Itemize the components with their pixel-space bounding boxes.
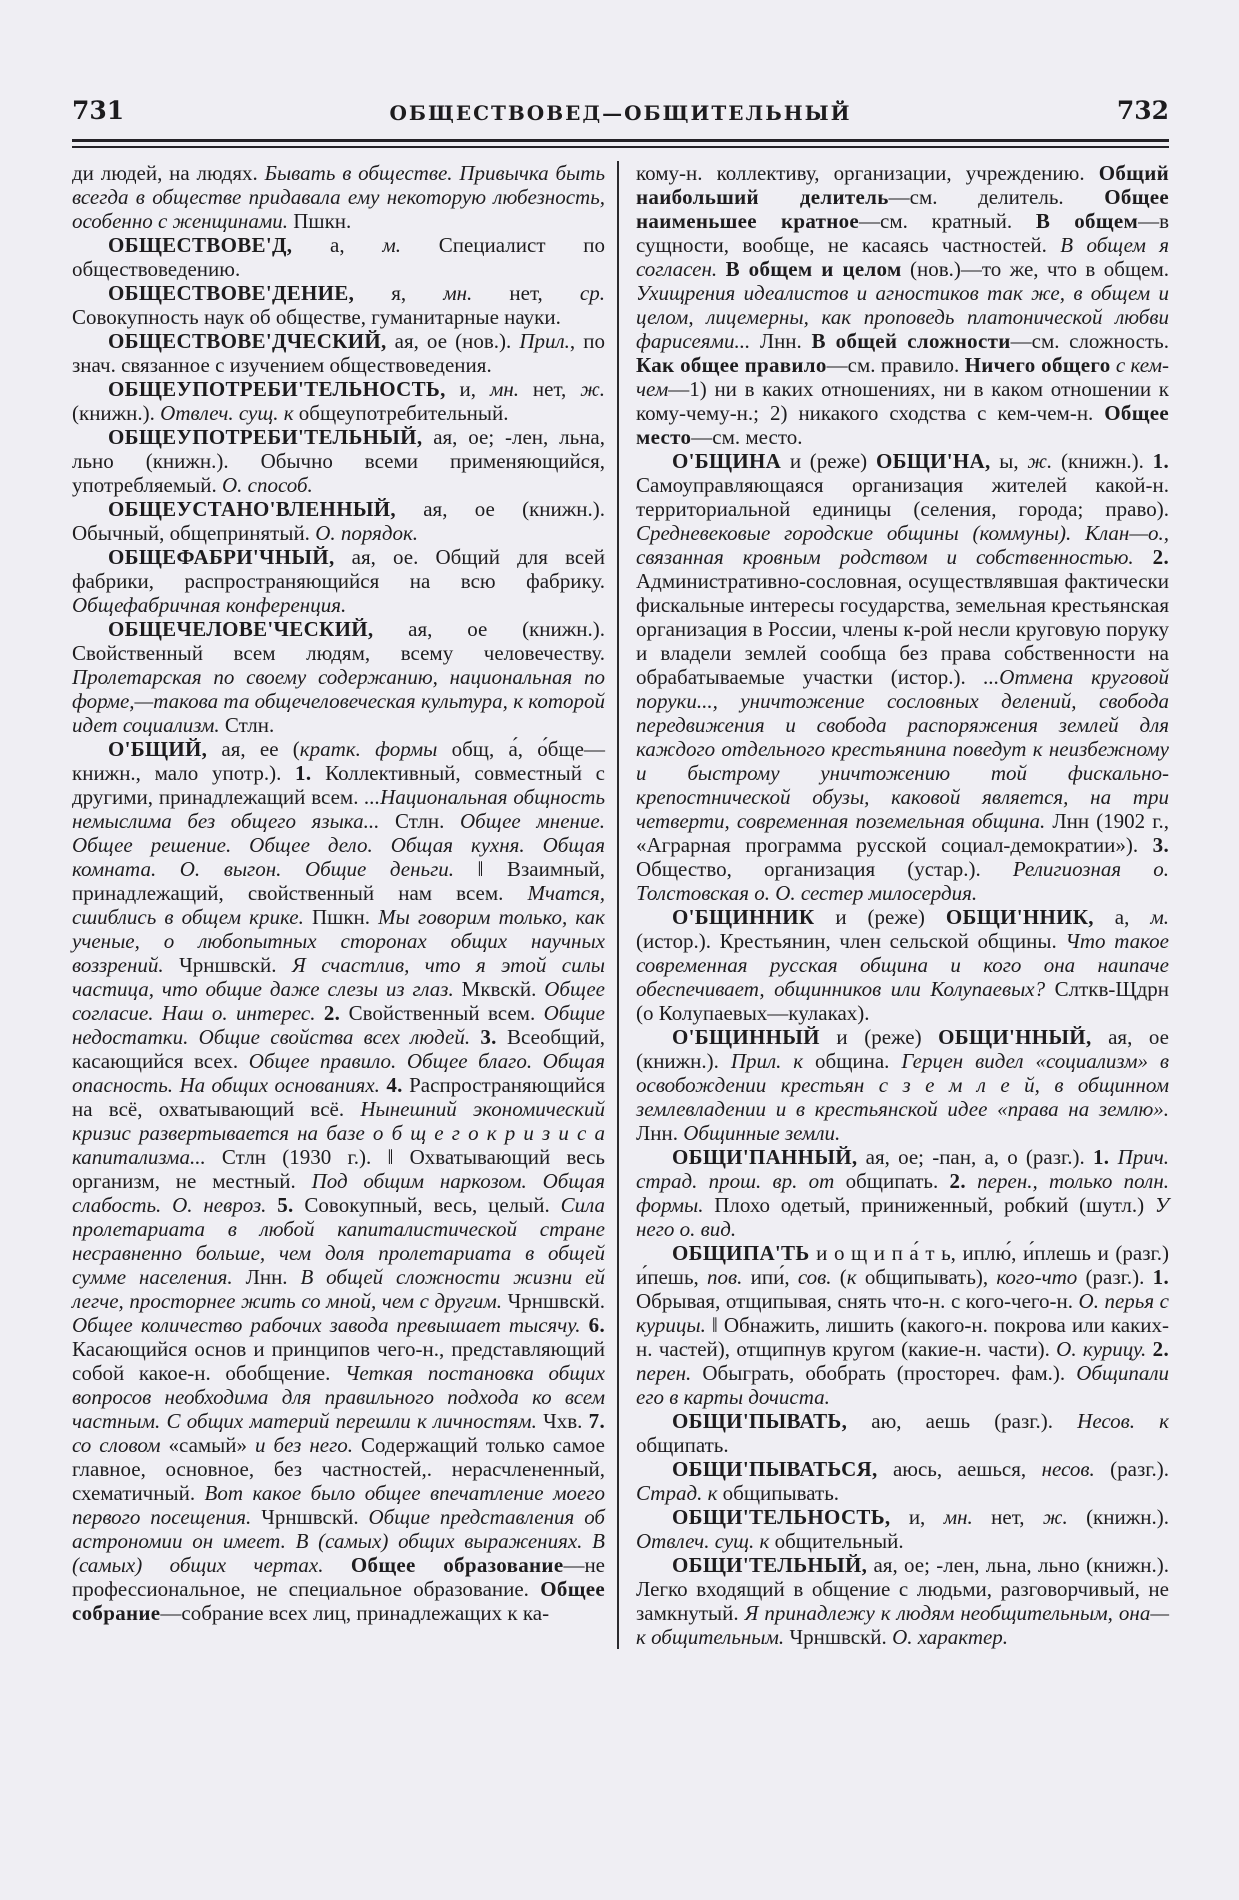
text-run: ОБЩЕЧЕЛОВЕ'ЧЕСКИЙ, (108, 617, 374, 641)
text-run: общипать. (636, 1433, 729, 1457)
text-run: (разг.). (1094, 1457, 1169, 1481)
text-run: ОБЩИ'ННИК, (945, 905, 1094, 929)
text-run: Герцен видел «социализм» в освобождении крестьян с з е м л е й, в общинном землевладении и в крестьянской идее «права на землю». (636, 1049, 1169, 1121)
text-run (717, 257, 725, 281)
text-run: и о щ и п а́ т ь, иплю́, и́плешь и (разг.) и́пешь, (636, 1241, 1169, 1289)
text-run: Средневековые городские общины (коммуны). Клан—о., связанная кровным родством и собственностью. (636, 521, 1169, 569)
text-run: Страд. к (636, 1481, 718, 1505)
text-run: Обыграть, обобрать (простореч. фам.). (691, 1361, 1077, 1385)
text-run: О'БЩИННЫЙ (672, 1025, 820, 1049)
text-run: —1) ни в каких отношениях, ни в каком отношении к кому-чему-н.; 2) никакого сходства с кем-чем-н. (636, 377, 1169, 425)
text-run: ОБЩЕСТВОВЕ'ДЧЕСКИЙ, (108, 329, 387, 353)
text-run: О. порядок. (315, 521, 419, 545)
dictionary-entry-paragraph (636, 161, 1169, 449)
text-run: общеупотребительный. (293, 401, 509, 425)
text-run: «самый» (160, 1433, 256, 1457)
text-run: ...Отмена круговой поруки..., уничтожение сословных делений, свобода передвижения и свобода распоряжения землей для каждого отдельного крестьянина поведут к неизбежному и быстрому уничтожению той фискально-крепостнической обузы, каковой является, на три четверти, современная поземельная община. (636, 665, 1169, 833)
dictionary-entry-paragraph (72, 161, 605, 233)
text-run: —см. место. (691, 425, 803, 449)
text-run: Прил. к (730, 1049, 804, 1073)
text-run: несов. (1041, 1457, 1095, 1481)
text-run: ОБЩИ'ПЫВАТЬСЯ, (672, 1457, 878, 1481)
text-run: перен. (636, 1361, 692, 1385)
dictionary-entry-paragraph (636, 1457, 1169, 1505)
text-run: Чрншвскй. (163, 953, 292, 977)
text-run: Лнн. (636, 1121, 684, 1145)
text-run: Нынешний экономический кризис развертывается на базе о б щ е г о к р и з и с а капитализма... (72, 1097, 606, 1169)
text-run: ОБЩИ'ТЕЛЬНОСТЬ, (672, 1505, 891, 1529)
text-run: ‖ Обнажить, лишить (какого-н. покрова или каких-н. частей), отщипнув кругом (какие-н. части). (636, 1313, 1169, 1361)
text-run: с кем-чем (636, 353, 1169, 401)
dictionary-entry-paragraph (72, 617, 605, 737)
text-run: ОБЩИ'ПАННЫЙ, (672, 1145, 858, 1169)
text-run: 5. (277, 1193, 294, 1217)
text-run (1134, 545, 1153, 569)
left-column (72, 161, 605, 1649)
text-run: 4. (386, 1073, 403, 1097)
dictionary-entry-paragraph (72, 425, 605, 497)
text-run: ОБЩЕУСТАНО'ВЛЕННЫЙ, (108, 497, 396, 521)
text-run: Под общим наркозом. Общая слабость. О. невроз. (72, 1169, 605, 1217)
text-run: Обрывая, отщипывая, снять что-н. с кого-чего-н. (636, 1289, 1079, 1313)
text-run: ая, ое; -лен, льна, льно (книжн.). Легко входящий в общение с людьми, разговорчивый, не замкнутый. (636, 1553, 1169, 1625)
text-run: 3. (1152, 833, 1169, 857)
text-run: (разг.). (1077, 1265, 1153, 1289)
text-run: (нов.)—то же, что в общем. (901, 257, 1169, 281)
text-run: ОБЩИ'ННЫЙ, (938, 1025, 1092, 1049)
text-run: Бывать в обществе. Привычка быть всегда в обществе придавала ему некоторую любезность, особенно с женщинами. (72, 161, 605, 233)
text-run: Самоуправляющаяся организация жителей какой-н. территориальной единицы (селения, города; право). (636, 473, 1169, 521)
text-run: Слткв-Щдрн (о Колупаевых—кулаках). (636, 977, 1169, 1025)
text-run: и, (890, 1505, 944, 1529)
text-run: 1. (1093, 1145, 1110, 1169)
text-run: —см. кратный. (859, 209, 1036, 233)
text-run: (книжн.). (1067, 1505, 1169, 1529)
text-run: Несов. к (1077, 1409, 1169, 1433)
text-run: Сила пролетариата в любой капиталистической стране несравненно больше, чем доля пролетариата в общей сумме населения. (72, 1193, 605, 1289)
text-run: Стлн. (379, 809, 460, 833)
text-run: 2. (323, 1001, 341, 1025)
text-run: ж. (580, 377, 605, 401)
text-run: У него о. вид. (636, 1193, 1169, 1241)
text-run: Свойственный всем. (340, 1001, 544, 1025)
text-run: Содержащий только самое главное, основное, без частностей,. нерасчлененный, схематичный. (72, 1433, 605, 1505)
text-run: Прич. страд. прош. вр. от (636, 1145, 1169, 1193)
text-run: Чхв. (536, 1409, 589, 1433)
text-run: 1. (1152, 1265, 1169, 1289)
text-run: , по знач. связанное с изучением обществоведения. (72, 329, 605, 377)
text-run: мн. (443, 281, 473, 305)
text-run: сов. (797, 1265, 832, 1289)
text-run: Лнн. (232, 1265, 301, 1289)
text-run: Общее согласие. Наш о. интерес. (72, 977, 605, 1025)
text-run: Общее мнение. Общее решение. Общее дело. Общая кухня. Общая комната. О. выгон. Общие деньги. (72, 809, 605, 881)
text-run: Распространяющийся на всё, охватывающий всё. (72, 1073, 606, 1121)
text-run: ОБЩЕУПОТРЕБИ'ТЕЛЬНОСТЬ, (108, 377, 446, 401)
text-run: ая, ое. Общий для всей фабрики, распространяющийся на всю фабрику. (72, 545, 605, 593)
dictionary-entry-paragraph (72, 281, 605, 329)
text-run: Общие представления об астрономии он имеет. В (самых) общих выражениях. В (самых) общих чертах. (72, 1505, 605, 1577)
text-run: В общем (1035, 209, 1139, 233)
text-run: ж. (1027, 449, 1053, 473)
text-run: 3. (480, 1025, 497, 1049)
text-run: общипать. (834, 1169, 950, 1193)
page-number-left: 731 (72, 96, 125, 125)
text-run: Общий наибольший делитель (636, 161, 1169, 209)
text-run: ипи́, (742, 1265, 798, 1289)
text-run: к (846, 1265, 857, 1289)
page-header (72, 96, 1169, 130)
text-run: пов. (707, 1265, 743, 1289)
text-run: мн. (489, 377, 520, 401)
right-column (636, 161, 1169, 1649)
text-run: ы, (990, 449, 1028, 473)
text-run: В общей сложности жизни ей легче, просторнее жить со мной, чем с другим. (72, 1265, 605, 1313)
text-run: ОБЩИ'НА, (875, 449, 991, 473)
text-run: Общество, организация (устар.). (636, 857, 1013, 881)
text-run: Общинные земли. (683, 1121, 841, 1145)
text-run: О'БЩИЙ, (108, 737, 208, 761)
text-run: Касающийся основ и принципов чего-н., представляющий собой какое-н. обобщение. (72, 1337, 605, 1385)
text-run: 2. (1152, 545, 1169, 569)
text-run: ...Национальная общность немыслима без общего языка... (72, 785, 606, 833)
text-run: ди людей, на людях. (72, 161, 265, 185)
text-run: (истор.). Крестьянин, член сельской общины. (636, 929, 1066, 953)
text-run (266, 1193, 277, 1217)
text-run: Общее собрание (72, 1577, 605, 1625)
text-run: Чрншвскй. (251, 1505, 369, 1529)
dictionary-entry-paragraph (636, 905, 1169, 1025)
text-run: общительный. (769, 1529, 904, 1553)
text-run: Отвлеч. сущ. к (636, 1529, 770, 1553)
text-run: (книжн.). (72, 401, 161, 425)
page-number-right: 732 (1116, 96, 1169, 125)
text-run: 2. (949, 1169, 966, 1193)
text-run: В общем я согласен. (636, 233, 1170, 281)
dictionary-entry-paragraph (72, 233, 605, 281)
text-run: Плохо одетый, приниженный, робкий (шутл.) (703, 1193, 1155, 1217)
text-run (324, 1553, 351, 1577)
text-run: кого-что (996, 1265, 1078, 1289)
text-run: Общее образование (350, 1553, 564, 1577)
text-run: ОБЩЕСТВОВЕ'Д, (108, 233, 293, 257)
text-run: аю, аешь (разг.). (847, 1409, 1078, 1433)
header-double-rule (72, 139, 1169, 148)
text-run: ОБЩЕФАБРИ'ЧНЫЙ, (108, 545, 335, 569)
text-run: и (реже) (814, 905, 946, 929)
text-run: Я счастлив, что я этой силы частица, что общие даже слезы из глаз. (72, 953, 605, 1001)
text-run (470, 1025, 480, 1049)
dictionary-entry-paragraph (72, 377, 605, 425)
text-run: —см. сложность. (1010, 329, 1169, 353)
text-run: Пролетарская по своему содержанию, национальная по форме,—такова та общечеловеческая культура, к которой идет социализм. (72, 665, 605, 737)
text-run: В общем и целом (725, 257, 902, 281)
text-run: 1. (1152, 449, 1170, 473)
text-run: О. способ. (221, 473, 313, 497)
text-run: Ухищрения идеалистов и агностиков так же, в общем и целом, лицемерны, как проповедь платонической любви фарисеями... (636, 281, 1169, 353)
text-run: Я принадлежу к людям необщительным, она—к общительным. (636, 1601, 1170, 1649)
text-run: м. (1150, 905, 1169, 929)
dictionary-entry-paragraph (72, 329, 605, 377)
dictionary-entry-paragraph (636, 449, 1169, 905)
text-run: Мы говорим только, как ученые, о любопытных сторонах общих научных воззрений. (72, 905, 605, 977)
text-run: Стлн. (219, 713, 275, 737)
text-run: нет, (519, 377, 581, 401)
text-run: Коллективный, совместный с другими, принадлежащий всем. (72, 761, 605, 809)
text-run: ая, ое (нов.). (386, 329, 520, 353)
text-run: Лнн. (750, 329, 812, 353)
text-run: перен., только полн. формы. (636, 1169, 1169, 1217)
dictionary-entry-paragraph (72, 497, 605, 545)
dictionary-entry-paragraph (636, 1553, 1169, 1649)
text-run: ср. (579, 281, 605, 305)
text-run: община. (803, 1049, 902, 1073)
text-run: ‖ Взаимный, принадлежащий, свойственный нам всем. (72, 857, 605, 905)
text-run: Чрншвскй. (784, 1625, 893, 1649)
text-run: кому-н. коллективу, организации, учреждению. (636, 161, 1099, 185)
text-run: Вот какое было общее впечатление моего первого посещения. (72, 1481, 605, 1529)
text-run: Ничего общего (964, 353, 1111, 377)
text-run: Административно-сословная, осуществлявшая фактически фискальные интересы государства, земельная крестьянская организация в России, члены к-рой несли круговую поруку и владели землей сообща без права собственности на обрабатываемые участки (истор.). (636, 569, 1169, 689)
text-run: Лнн (1902 г., «Аграрная программа русской социал-демократии»). (636, 809, 1169, 857)
text-run: Мквскй. (453, 977, 545, 1001)
text-run: —см. правило. (826, 353, 965, 377)
text-run: ОБЩЕУПОТРЕБИ'ТЕЛЬНЫЙ, (108, 425, 423, 449)
dictionary-entry-paragraph (72, 545, 605, 617)
text-run: общипывать), (856, 1265, 997, 1289)
text-run: Общее количество рабочих завода превышает тысячу. (72, 1313, 581, 1337)
text-run: 6. (588, 1313, 605, 1337)
text-run: О'БЩИНА (672, 449, 782, 473)
text-run: ая, ое; -лен, льна, льно (книжн.). Обычно всеми применяющийся, употребляемый. (72, 425, 605, 497)
column-divider-rule (617, 161, 619, 1649)
text-run: аюсь, аешься, (877, 1457, 1042, 1481)
text-run: —в сущности, вообще, не касаясь частностей. (636, 209, 1169, 257)
text-run: Совокупный, весь, целый. (293, 1193, 561, 1217)
text-run: ая, ое (книжн.). Свойственный всем людям, всему человечеству. (72, 617, 605, 665)
text-run: О'БЩИННИК (672, 905, 815, 929)
dictionary-entry-paragraph (636, 1409, 1169, 1457)
text-run: О. курицу. (1056, 1337, 1147, 1361)
text-run: Религиозная о. Толстовская о. О. сестер милосердия. (636, 857, 1170, 905)
text-run: а, (1093, 905, 1151, 929)
text-run: Общипали его в карты дочиста. (636, 1361, 1169, 1409)
text-run: ОБЩИ'ПЫВАТЬ, (672, 1409, 848, 1433)
text-run: ж. (1042, 1505, 1068, 1529)
two-column-text (72, 161, 1169, 1649)
text-run: мн. (943, 1505, 973, 1529)
text-run: Отвлеч. сущ. к (160, 401, 294, 425)
text-run: Как общее правило (636, 353, 827, 377)
text-run: Пшкн. (287, 209, 352, 233)
text-run: ая, ее ( (207, 737, 300, 761)
text-run: и, (445, 377, 490, 401)
text-run: ая, ое (книжн.). Обычный, общепринятый. (72, 497, 605, 545)
text-run: и (реже) (819, 1025, 939, 1049)
text-run: —см. делитель. (888, 185, 1105, 209)
text-run: а, (292, 233, 383, 257)
text-run: Чрншвскй. (502, 1289, 605, 1313)
text-run: Общие недостатки. Общие свойства всех людей. (72, 1001, 605, 1049)
text-run: Всеобщий, касающийся всех. (72, 1025, 605, 1073)
dictionary-entry-paragraph (72, 737, 605, 1625)
text-run: Мчатся, сшиблись в общем крике. (72, 881, 605, 929)
text-run: нет, (972, 1505, 1043, 1529)
running-head: ОБЩЕСТВОВЕД—ОБЩИТЕЛЬНЫЙ (389, 101, 852, 125)
text-run: О. перья с курицы. (636, 1289, 1169, 1337)
text-run: (книжн.). (1052, 449, 1153, 473)
text-run: —собрание всех лиц, принадлежащих к ка- (160, 1601, 550, 1625)
text-run: ОБЩИПА'ТЬ (672, 1241, 810, 1265)
text-run: Стлн (1930 г.). ‖ Охватывающий весь организм, не местный. (72, 1145, 605, 1193)
text-run: общ, а́, о́бще—книжн., мало употр.). (72, 737, 605, 785)
text-run: я, (354, 281, 444, 305)
text-run: Общее наименьшее кратное (636, 185, 1169, 233)
dictionary-entry-paragraph (636, 1505, 1169, 1553)
text-run: Совокупность наук об обществе, гуманитарные науки. (72, 305, 561, 329)
text-run: и без него. (255, 1433, 354, 1457)
text-run: Пшкн. (303, 905, 379, 929)
text-run: Четкая постановка общих вопросов необходима для правильного подхода ко всем частным. С общих материй перешли к личностям. (72, 1361, 605, 1433)
text-run: ОБЩИ'ТЕЛЬНЫЙ, (672, 1553, 868, 1577)
dictionary-entry-paragraph (636, 1145, 1169, 1241)
text-run: В общей сложности (811, 329, 1011, 353)
text-run (581, 1313, 589, 1337)
text-run: 2. (1152, 1337, 1169, 1361)
text-run: 1. (295, 761, 312, 785)
text-run: О. характер. (892, 1625, 1009, 1649)
text-run: Что такое современная русская община и кого она наипаче обеспечивает, общинников или Колупаевых? (636, 929, 1169, 1001)
text-run: кратк. формы (299, 737, 438, 761)
text-run: Общее место (636, 401, 1169, 449)
text-run: общипывать. (717, 1481, 840, 1505)
text-run (315, 1001, 323, 1025)
text-run: ( (831, 1265, 847, 1289)
text-run: Общее правило. Общее благо. Общая опасность. На общих основаниях. (72, 1049, 605, 1097)
text-run: 7. (588, 1409, 605, 1433)
text-run: и (реже) (781, 449, 876, 473)
dictionary-entry-paragraph (636, 1025, 1169, 1145)
text-run: Общефабричная конференция. (72, 593, 347, 617)
text-run: Специалист по обществоведению. (72, 233, 605, 281)
text-run: ая, ое (книжн.). (636, 1025, 1169, 1073)
text-run: м. (382, 233, 401, 257)
text-run: со словом (72, 1433, 161, 1457)
text-run: ОБЩЕСТВОВЕ'ДЕНИЕ, (108, 281, 355, 305)
text-run: —не профессиональное, не специальное образование. (72, 1553, 605, 1601)
text-run: ая, ое; -пан, а, о (разг.). (857, 1145, 1093, 1169)
dictionary-entry-paragraph (636, 1241, 1169, 1409)
text-run: нет, (472, 281, 580, 305)
text-run: Прил. (519, 329, 570, 353)
